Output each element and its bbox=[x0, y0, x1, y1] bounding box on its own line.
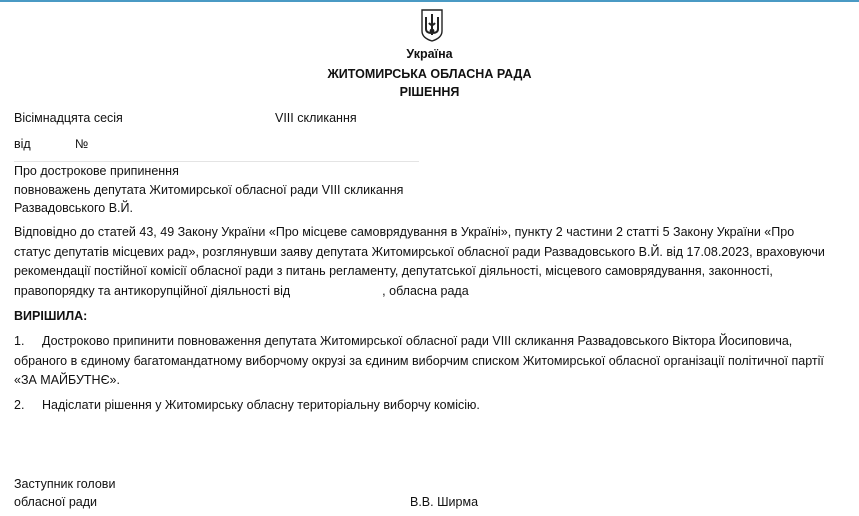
signature-title-2: обласної ради bbox=[14, 495, 98, 509]
item-number: 2. bbox=[14, 398, 25, 412]
country-name: Україна bbox=[406, 47, 453, 61]
preamble bbox=[14, 223, 854, 301]
decision-item-line: «ЗА МАЙБУТНЄ». bbox=[14, 373, 120, 387]
decision-heading bbox=[14, 308, 87, 324]
subject-line-2: повноважень депутата Житомирської обласної ради VIII скликання bbox=[14, 183, 404, 197]
item-text: Надіслати рішення у Житомирську обласну територіальну виборчу комісію. bbox=[42, 398, 480, 412]
decision-item-line bbox=[14, 332, 854, 352]
subject-line-1: Про дострокове припинення bbox=[14, 164, 179, 178]
signature-title-1: Заступник голови bbox=[14, 477, 116, 491]
convocation-label: VIII скликання bbox=[275, 111, 357, 125]
preamble-line-end: , обласна рада bbox=[382, 283, 469, 298]
decision-item-2 bbox=[14, 396, 854, 416]
council-name: ЖИТОМИРСЬКА ОБЛАСНА РАДА bbox=[327, 67, 532, 81]
document-type: РІШЕННЯ bbox=[399, 85, 460, 99]
divider bbox=[14, 161, 419, 162]
preamble-line: Відповідно до статей 43, 49 Закону України «Про місцеве самоврядування в Україні», пункту 2 частини 2 статті 5 Закону України «Про bbox=[14, 225, 795, 239]
preamble-line: рекомендації постійної комісії обласної ради з питань регламенту, депутатської діяльності, місцевого самоврядування, законності, bbox=[14, 264, 773, 278]
decision-item-1 bbox=[14, 332, 854, 391]
preamble-line: статус депутатів місцевих рад», розглянувши заяву депутата Житомирської обласної ради Развадовського В.Й. від 17.08.2023, враховуючи bbox=[14, 244, 825, 259]
subject-line-3: Развадовського В.Й. bbox=[14, 201, 133, 215]
top-border bbox=[0, 0, 859, 2]
number-label: № bbox=[75, 137, 89, 151]
item-text: Достроково припинити повноваження депутата Житомирської обласної ради VIII скликання Развадовського Віктора Йосиповича, bbox=[42, 334, 793, 348]
trident-coat-of-arms-icon bbox=[420, 9, 444, 42]
preamble-line bbox=[14, 282, 854, 302]
preamble-line-start: правопорядку та антикорупційної діяльності від bbox=[14, 283, 291, 298]
session-label: Вісімнадцята сесія bbox=[14, 111, 123, 125]
decision-heading-text: ВИРІШИЛА: bbox=[14, 309, 88, 323]
item-number: 1. bbox=[14, 334, 25, 348]
signatory-name: В.В. Ширма bbox=[410, 495, 479, 509]
date-label: від bbox=[14, 137, 31, 151]
decision-item-line bbox=[14, 396, 854, 416]
decision-item-line: обраного в єдиному багатомандатному виборчому окрузі за єдиним виборчим списком Житомирської обласної організації політичної партії bbox=[14, 353, 824, 368]
